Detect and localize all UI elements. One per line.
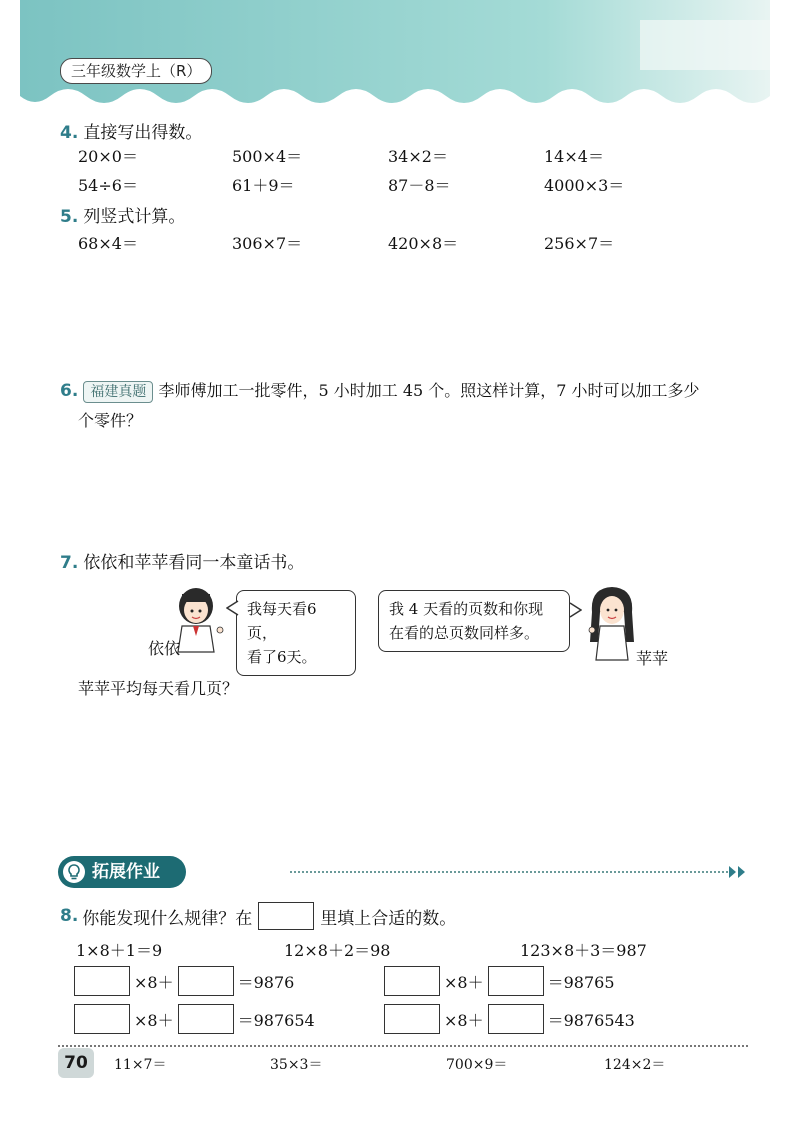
q8-operator: ×8＋ bbox=[134, 1010, 174, 1030]
q8-number: 8. bbox=[60, 906, 79, 926]
extension-badge bbox=[58, 856, 186, 888]
q8-operator: ×8＋ bbox=[134, 972, 174, 992]
q8-heading bbox=[60, 902, 456, 930]
q8-result: ＝98765 bbox=[547, 972, 615, 992]
answer-blank-input[interactable] bbox=[74, 1004, 130, 1034]
answer-blank-input[interactable] bbox=[384, 1004, 440, 1034]
q6-line1 bbox=[60, 378, 700, 403]
q5-item: 68×4＝ bbox=[78, 234, 138, 253]
left-bubble-line2: 看了6天。 bbox=[247, 648, 317, 666]
q8-example: 12×8＋2＝98 bbox=[284, 941, 391, 960]
left-bubble-line1: 我每天看6页， bbox=[247, 600, 317, 642]
q4-item: 500×4＝ bbox=[232, 147, 303, 166]
q5-number: 5. bbox=[60, 207, 79, 227]
q4-item: 54÷6＝ bbox=[78, 176, 138, 195]
grade-label: 三年级数学上（R） bbox=[60, 58, 212, 84]
footer-item: 11×7＝ bbox=[114, 1057, 167, 1073]
q4-item: 14×4＝ bbox=[544, 147, 604, 166]
right-bubble-tail bbox=[568, 602, 582, 618]
q5-title: 列竖式计算。 bbox=[83, 207, 186, 227]
q8-title-after: 里填上合适的数。 bbox=[320, 908, 457, 929]
section-divider bbox=[290, 871, 728, 873]
q4-item: 20×0＝ bbox=[78, 147, 138, 166]
q5-heading bbox=[60, 202, 185, 227]
page-number: 70 bbox=[58, 1048, 94, 1078]
q8-blank-row bbox=[74, 966, 294, 996]
q6-text-line2: 个零件？ bbox=[78, 411, 143, 430]
q8-result: ＝987654 bbox=[237, 1010, 315, 1030]
answer-blank-input[interactable] bbox=[488, 1004, 544, 1034]
lightbulb-icon bbox=[62, 860, 86, 884]
q6-source-tag: 福建真题 bbox=[83, 381, 153, 403]
left-bubble-tail bbox=[226, 600, 240, 616]
left-speech-bubble bbox=[236, 590, 356, 676]
double-arrow-icon bbox=[728, 864, 748, 880]
answer-blank-input[interactable] bbox=[384, 966, 440, 996]
q8-example: 1×8＋1＝9 bbox=[76, 941, 163, 960]
extension-badge-label: 拓展作业 bbox=[92, 862, 160, 882]
q8-operator: ×8＋ bbox=[444, 972, 484, 992]
q7-question: 苹苹平均每天看几页？ bbox=[78, 679, 239, 698]
q8-result: ＝9876 bbox=[237, 972, 295, 992]
q8-operator: ×8＋ bbox=[444, 1010, 484, 1030]
q4-item: 87－8＝ bbox=[388, 176, 451, 195]
answer-blank-input[interactable] bbox=[178, 966, 234, 996]
q5-item: 420×8＝ bbox=[388, 234, 459, 253]
q7-heading bbox=[60, 548, 304, 573]
footer-item: 124×2＝ bbox=[604, 1057, 666, 1073]
q4-item: 34×2＝ bbox=[388, 147, 448, 166]
q8-result: ＝9876543 bbox=[547, 1010, 635, 1030]
q4-number: 4. bbox=[60, 123, 79, 143]
footer-item: 700×9＝ bbox=[446, 1057, 508, 1073]
q8-example: 123×8＋3＝987 bbox=[520, 941, 647, 960]
q4-heading bbox=[60, 118, 202, 143]
right-bubble-line2: 在看的总页数同样多。 bbox=[389, 624, 540, 642]
girl-pingping-illustration bbox=[582, 582, 642, 662]
q4-item: 4000×3＝ bbox=[544, 176, 625, 195]
q8-title-before: 你能发现什么规律？在 bbox=[82, 908, 253, 929]
q5-item: 256×7＝ bbox=[544, 234, 615, 253]
q4-item: 61＋9＝ bbox=[232, 176, 295, 195]
footer-divider bbox=[58, 1045, 748, 1047]
header-banner bbox=[0, 0, 800, 118]
left-character-name: 依依 bbox=[148, 639, 181, 658]
q7-title: 依依和苹苹看同一本童话书。 bbox=[83, 553, 305, 573]
q5-item: 306×7＝ bbox=[232, 234, 303, 253]
answer-blank-input[interactable] bbox=[178, 1004, 234, 1034]
answer-blank-input[interactable] bbox=[74, 966, 130, 996]
q8-blank-row bbox=[384, 966, 615, 996]
footer-item: 35×3＝ bbox=[270, 1057, 323, 1073]
q8-blank-row bbox=[384, 1004, 635, 1034]
q7-number: 7. bbox=[60, 553, 79, 573]
sample-blank-box bbox=[258, 902, 314, 930]
right-character-name: 苹苹 bbox=[636, 649, 669, 668]
q6-text-line1: 李师傅加工一批零件，5 小时加工 45 个。照这样计算，7 小时可以加工多少 bbox=[158, 381, 700, 400]
q8-blank-row bbox=[74, 1004, 315, 1034]
q6-number: 6. bbox=[60, 381, 79, 401]
right-speech-bubble bbox=[378, 590, 570, 652]
answer-blank-input[interactable] bbox=[488, 966, 544, 996]
right-bubble-line1: 我 4 天看的页数和你现 bbox=[389, 600, 544, 618]
q4-title: 直接写出得数。 bbox=[83, 123, 203, 143]
